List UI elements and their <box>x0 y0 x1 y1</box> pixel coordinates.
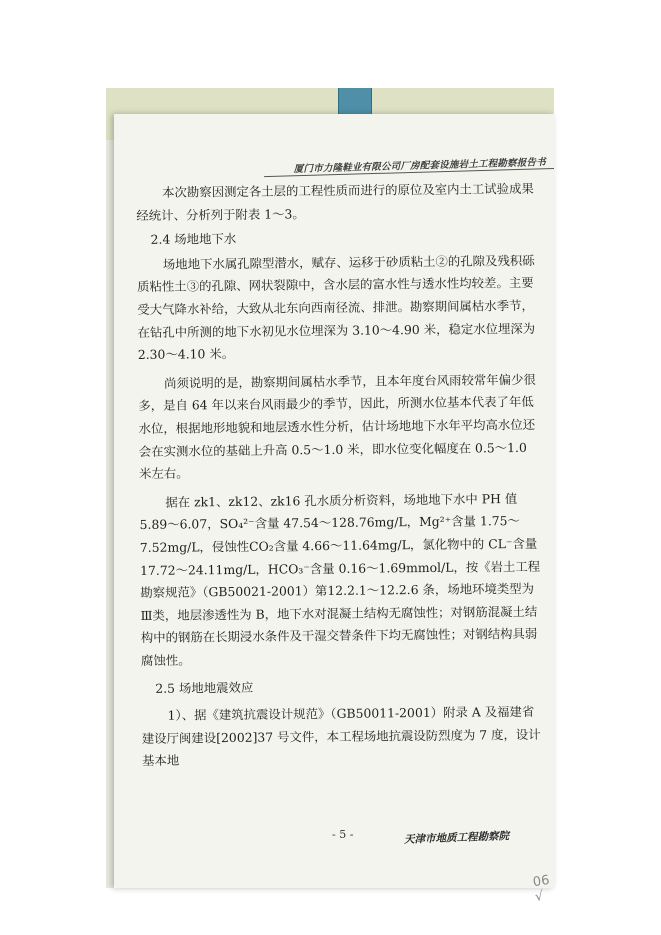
pencil-annotation: 06 √ <box>531 872 551 906</box>
document-page <box>114 114 554 906</box>
paragraph-test-results: 本次勘察因测定各土层的工程性质而进行的原位及室内土工试验成果经统计、分析列于附表 1～3。 <box>136 180 534 223</box>
section-heading-2-5: 2.5 场地地震效应 <box>155 680 254 697</box>
paragraph-groundwater: 场地地下水属孔隙型潜水，赋存、运移于砂质粘土②的孔隙及残积砾质粘性土③的孔隙、网状裂隙中，含水层的富水性与透水性均较差。主要受大气降水补给，大致从北东向西南径流、排泄。勘察期间属枯水季节，在钻孔中所测的地下水初见水位埋深为 3.10～4.90 米，稳定水位埋深为 2.30～4.10 米。 <box>137 252 536 363</box>
section-heading-2-4: 2.4 场地地下水 <box>150 231 237 248</box>
institute-name: 天津市地质工程勘察院 <box>403 830 510 846</box>
page-body <box>136 178 546 773</box>
paragraph-water-level-note: 尚须说明的是，勘察期间属枯水季节，且本年度台风雨较常年偏少很多，是自 64 年以来台风雨最少的季节，因此，所测水位基本代表了年低水位，根据地形地貌和地层透水性分析，估计场地地下水年平均高水位还会在实测水位的基础上升高 0.5～1.0 米，即水位变化幅度在 0.5～1.0 米左右。 <box>138 371 536 482</box>
scanned-photo <box>106 88 554 906</box>
report-header: 厦门市力隆鞋业有限公司厂房配套设施岩土工程勘察报告书 <box>293 157 546 176</box>
page-number: - 5 - <box>332 828 354 841</box>
paragraph-seismic: 1）、据《建筑抗震设计规范》（GB50011-2001）附录 A 及福建省建设厅闽建设[2002]37 号文件，本工程场地抗震设防烈度为 7 度，设计基本地 <box>141 703 541 769</box>
paragraph-water-quality: 据在 zk1、zk12、zk16 孔水质分析资料，场地地下水中 PH 值 5.89～6.07，SO₄²⁻含量 47.54～128.76mg/L，Mg²⁺含量 1.75～7.52mg/L，侵蚀性CO₂含量 4.66～11.64mg/L，氯化物中的 CL⁻含量 17.72～24.11mg/L，HCO₃⁻含量 0.16～1.69mmol/L，按《岩土工程勘察规范》（GB50021-2001）第12.2.1～12.2.6 条，场地环境类型为Ⅲ类，地层渗透性为 B，地下水对混凝土结构无腐蚀性；对钢筋混凝土结构中的钢筋在长期浸水条件及干湿交替条件下均无腐蚀性；对钢结构具弱腐蚀性。 <box>139 490 541 668</box>
